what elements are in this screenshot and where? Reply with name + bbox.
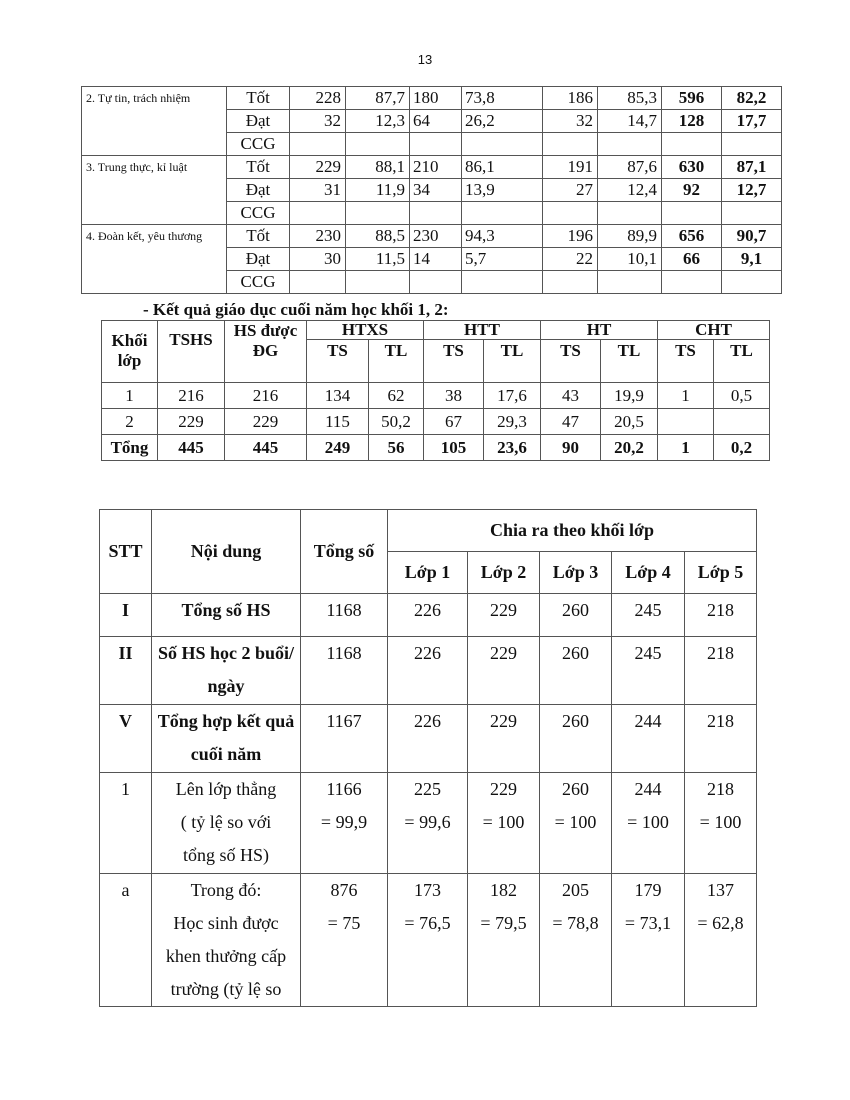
- grade-percent: = 78,8: [552, 913, 599, 933]
- grade-cell: [612, 773, 685, 874]
- quality-row: [82, 225, 782, 248]
- level-label: Đạt: [227, 179, 290, 202]
- count-cell: 196: [543, 225, 598, 248]
- cell-cht-ts: [658, 409, 714, 435]
- cell-htxs-ts: 115: [307, 409, 369, 435]
- total-percent-cell: 82,2: [722, 87, 782, 110]
- total-count-cell: 656: [662, 225, 722, 248]
- content-cell: Tổng hợp kết quả cuối năm: [152, 705, 301, 773]
- percent-cell: [462, 133, 543, 156]
- total-percent-cell: 9,1: [722, 248, 782, 271]
- count-cell: [410, 133, 462, 156]
- content-cell: Tổng số HS: [152, 594, 301, 637]
- criterion-label: 2. Tự tin, trách nhiệm: [82, 87, 227, 156]
- count-cell: 32: [543, 110, 598, 133]
- cell-cht-tl: 0,5: [714, 383, 770, 409]
- percent-cell: 13,9: [462, 179, 543, 202]
- percent-cell: [462, 271, 543, 294]
- grade-cell: 229: [468, 637, 540, 705]
- header-split: Chia ra theo khối lớp: [388, 510, 757, 552]
- percent-cell: 12,3: [346, 110, 410, 133]
- total-count-cell: [662, 271, 722, 294]
- content-line: ( tỷ lệ so với: [180, 812, 272, 832]
- count-cell: 30: [290, 248, 346, 271]
- grade-percent: = 79,5: [480, 913, 527, 933]
- count-cell: 229: [290, 156, 346, 179]
- grade-cell: [685, 874, 757, 1007]
- total-cell: 1168: [301, 594, 388, 637]
- cell-htt-ts: 105: [424, 435, 484, 461]
- percent-cell: 12,4: [598, 179, 662, 202]
- header-grade-2: Lớp 2: [468, 552, 540, 594]
- header-grade-4: Lớp 4: [612, 552, 685, 594]
- grade-cell: [468, 874, 540, 1007]
- total-percent: = 75: [327, 913, 361, 933]
- percent-cell: 87,7: [346, 87, 410, 110]
- level-label: CCG: [227, 202, 290, 225]
- grade-cell: 229: [468, 594, 540, 637]
- header-tl: TL: [714, 340, 770, 383]
- cell-evaluated: 445: [225, 435, 307, 461]
- grade-cell: 260: [540, 594, 612, 637]
- stt-cell: V: [100, 705, 152, 773]
- cell-cht-tl: 0,2: [714, 435, 770, 461]
- total-count-cell: [662, 202, 722, 225]
- cell-tshs: 229: [158, 409, 225, 435]
- grade-cell: 229: [468, 705, 540, 773]
- content-line: trường (tỷ lệ so: [170, 979, 282, 999]
- grade-cell: 226: [388, 637, 468, 705]
- stt-cell: I: [100, 594, 152, 637]
- stt-cell: II: [100, 637, 152, 705]
- grade-value: 218: [707, 779, 734, 799]
- grade-value: 260: [562, 779, 589, 799]
- cell-ht-ts: 47: [541, 409, 601, 435]
- grade-percent: = 100: [699, 812, 742, 832]
- header-tshs: TSHS: [158, 321, 225, 383]
- content-line: Trong đó:: [190, 880, 262, 900]
- count-cell: 180: [410, 87, 462, 110]
- header-tl: TL: [369, 340, 424, 383]
- summary-row: [100, 705, 757, 773]
- grade-cell: [685, 773, 757, 874]
- total-percent-cell: 87,1: [722, 156, 782, 179]
- grade-percent: = 100: [554, 812, 597, 832]
- grade-percent: = 99,6: [404, 812, 451, 832]
- cell-grade: Tổng: [102, 435, 158, 461]
- total-percent-cell: [722, 202, 782, 225]
- header-grade-5: Lớp 5: [685, 552, 757, 594]
- summary-row: [100, 594, 757, 637]
- percent-cell: 88,1: [346, 156, 410, 179]
- content-line: tổng số HS): [182, 845, 269, 865]
- quality-row: [82, 156, 782, 179]
- count-cell: 228: [290, 87, 346, 110]
- grade-cell: 245: [612, 637, 685, 705]
- cell-ht-tl: 20,5: [601, 409, 658, 435]
- summary-row: [100, 874, 757, 1007]
- cell-htt-ts: 67: [424, 409, 484, 435]
- percent-cell: 5,7: [462, 248, 543, 271]
- summary-row: [100, 637, 757, 705]
- summary-row: [100, 773, 757, 874]
- grade-cell: 218: [685, 594, 757, 637]
- grade-cell: [540, 773, 612, 874]
- total-cell: 1167: [301, 705, 388, 773]
- grade-value: 179: [634, 880, 662, 900]
- percent-cell: 89,9: [598, 225, 662, 248]
- percent-cell: 86,1: [462, 156, 543, 179]
- header-grade: Khối lớp: [102, 321, 158, 383]
- grade-percent: = 100: [627, 812, 669, 832]
- cell-htt-tl: 17,6: [484, 383, 541, 409]
- percent-cell: [598, 271, 662, 294]
- percent-cell: 73,8: [462, 87, 543, 110]
- total-value: 876: [330, 880, 358, 900]
- grade-percent: = 76,5: [404, 913, 451, 933]
- quality-table: [81, 86, 782, 294]
- cell-ht-ts: 90: [541, 435, 601, 461]
- total-cell: [301, 773, 388, 874]
- grade-cell: 218: [685, 637, 757, 705]
- header-evaluated: HS được ĐG: [225, 321, 307, 383]
- count-cell: [290, 271, 346, 294]
- cell-ht-ts: 43: [541, 383, 601, 409]
- grade-cell: 260: [540, 637, 612, 705]
- count-cell: 34: [410, 179, 462, 202]
- count-cell: 31: [290, 179, 346, 202]
- grade-cell: 226: [388, 705, 468, 773]
- quality-row: [82, 87, 782, 110]
- total-count-cell: [662, 133, 722, 156]
- level-label: Đạt: [227, 248, 290, 271]
- percent-cell: 11,5: [346, 248, 410, 271]
- percent-cell: 85,3: [598, 87, 662, 110]
- grade-value: 173: [414, 880, 441, 900]
- header-tl: TL: [484, 340, 541, 383]
- total-count-cell: 92: [662, 179, 722, 202]
- criterion-label: 4. Đoàn kết, yêu thương: [82, 225, 227, 294]
- total-count-cell: 128: [662, 110, 722, 133]
- level-label: CCG: [227, 133, 290, 156]
- percent-cell: 14,7: [598, 110, 662, 133]
- count-cell: [543, 133, 598, 156]
- cell-htt-tl: 29,3: [484, 409, 541, 435]
- grade-cell: 226: [388, 594, 468, 637]
- header-grade-3: Lớp 3: [540, 552, 612, 594]
- page-number: 13: [417, 52, 433, 67]
- header-stt: STT: [100, 510, 152, 594]
- total-percent-cell: [722, 271, 782, 294]
- percent-cell: 10,1: [598, 248, 662, 271]
- count-cell: [543, 271, 598, 294]
- grade-cell: 245: [612, 594, 685, 637]
- header-cht: CHT: [658, 321, 770, 340]
- cell-grade: 1: [102, 383, 158, 409]
- level-label: Tốt: [227, 156, 290, 179]
- content-line: Lên lớp thẳng: [175, 779, 277, 799]
- count-cell: 230: [410, 225, 462, 248]
- cell-tshs: 445: [158, 435, 225, 461]
- results-table: [101, 320, 770, 461]
- total-count-cell: 630: [662, 156, 722, 179]
- grade-cell: 244: [612, 705, 685, 773]
- cell-ht-tl: 19,9: [601, 383, 658, 409]
- count-cell: 14: [410, 248, 462, 271]
- total-cell: [301, 874, 388, 1007]
- total-percent-cell: 17,7: [722, 110, 782, 133]
- grade-value: 205: [562, 880, 589, 900]
- level-label: Đạt: [227, 110, 290, 133]
- percent-cell: 11,9: [346, 179, 410, 202]
- count-cell: [290, 202, 346, 225]
- grade-percent: = 73,1: [624, 913, 672, 933]
- percent-cell: [346, 271, 410, 294]
- content-line: khen thưởng cấp: [165, 946, 287, 966]
- count-cell: 191: [543, 156, 598, 179]
- count-cell: 27: [543, 179, 598, 202]
- results-row: [102, 383, 770, 409]
- total-count-cell: 66: [662, 248, 722, 271]
- header-total: Tổng số: [301, 510, 388, 594]
- percent-cell: [346, 202, 410, 225]
- cell-htxs-ts: 249: [307, 435, 369, 461]
- grade-value: 225: [414, 779, 441, 799]
- header-htxs: HTXS: [307, 321, 424, 340]
- count-cell: [290, 133, 346, 156]
- section-heading: - Kết quả giáo dục cuối năm học khối 1, 2:: [143, 300, 449, 319]
- header-grade-1: Lớp 1: [388, 552, 468, 594]
- percent-cell: 26,2: [462, 110, 543, 133]
- total-percent-cell: [722, 133, 782, 156]
- grade-cell: [388, 773, 468, 874]
- results-row: [102, 409, 770, 435]
- total-percent-cell: 12,7: [722, 179, 782, 202]
- cell-htxs-ts: 134: [307, 383, 369, 409]
- header-ts: TS: [541, 340, 601, 383]
- summary-table: [99, 509, 757, 1007]
- grade-cell: [612, 874, 685, 1007]
- count-cell: 64: [410, 110, 462, 133]
- cell-cht-tl: [714, 409, 770, 435]
- grade-percent: = 100: [482, 812, 525, 832]
- header-tl: TL: [601, 340, 658, 383]
- cell-tshs: 216: [158, 383, 225, 409]
- cell-grade: 2: [102, 409, 158, 435]
- level-label: CCG: [227, 271, 290, 294]
- percent-cell: [346, 133, 410, 156]
- percent-cell: 87,6: [598, 156, 662, 179]
- header-ts: TS: [658, 340, 714, 383]
- grade-percent: = 62,8: [697, 913, 744, 933]
- header-htt: HTT: [424, 321, 541, 340]
- grade-cell: [468, 773, 540, 874]
- count-cell: 22: [543, 248, 598, 271]
- header-ts: TS: [424, 340, 484, 383]
- cell-htt-tl: 23,6: [484, 435, 541, 461]
- grade-cell: 218: [685, 705, 757, 773]
- grade-cell: [388, 874, 468, 1007]
- grade-cell: 260: [540, 705, 612, 773]
- total-count-cell: 596: [662, 87, 722, 110]
- count-cell: [543, 202, 598, 225]
- cell-htxs-tl: 62: [369, 383, 424, 409]
- count-cell: 32: [290, 110, 346, 133]
- cell-evaluated: 216: [225, 383, 307, 409]
- cell-cht-ts: 1: [658, 383, 714, 409]
- cell-htxs-tl: 56: [369, 435, 424, 461]
- total-cell: 1168: [301, 637, 388, 705]
- stt-cell: 1: [100, 773, 152, 874]
- header-ts: TS: [307, 340, 369, 383]
- total-row: [102, 435, 770, 461]
- percent-cell: [462, 202, 543, 225]
- count-cell: 186: [543, 87, 598, 110]
- header-content: Nội dung: [152, 510, 301, 594]
- content-cell: [152, 874, 301, 1007]
- count-cell: 230: [290, 225, 346, 248]
- stt-cell: a: [100, 874, 152, 1007]
- level-label: Tốt: [227, 225, 290, 248]
- grade-value: 244: [634, 779, 662, 799]
- count-cell: 210: [410, 156, 462, 179]
- header-ht: HT: [541, 321, 658, 340]
- count-cell: [410, 202, 462, 225]
- cell-htt-ts: 38: [424, 383, 484, 409]
- count-cell: [410, 271, 462, 294]
- grade-cell: [540, 874, 612, 1007]
- criterion-label: 3. Trung thực, kỉ luật: [82, 156, 227, 225]
- percent-cell: [598, 133, 662, 156]
- percent-cell: 94,3: [462, 225, 543, 248]
- grade-value: 182: [490, 880, 517, 900]
- content-cell: Số HS học 2 buổi/ ngày: [152, 637, 301, 705]
- grade-value: 137: [707, 880, 734, 900]
- level-label: Tốt: [227, 87, 290, 110]
- total-value: 1166: [326, 779, 362, 799]
- percent-cell: [598, 202, 662, 225]
- grade-value: 229: [490, 779, 517, 799]
- total-percent-cell: 90,7: [722, 225, 782, 248]
- cell-htxs-tl: 50,2: [369, 409, 424, 435]
- content-cell: [152, 773, 301, 874]
- cell-evaluated: 229: [225, 409, 307, 435]
- content-line: Học sinh được: [173, 913, 279, 933]
- cell-ht-tl: 20,2: [601, 435, 658, 461]
- cell-cht-ts: 1: [658, 435, 714, 461]
- percent-cell: 88,5: [346, 225, 410, 248]
- total-percent: = 99,9: [320, 812, 368, 832]
